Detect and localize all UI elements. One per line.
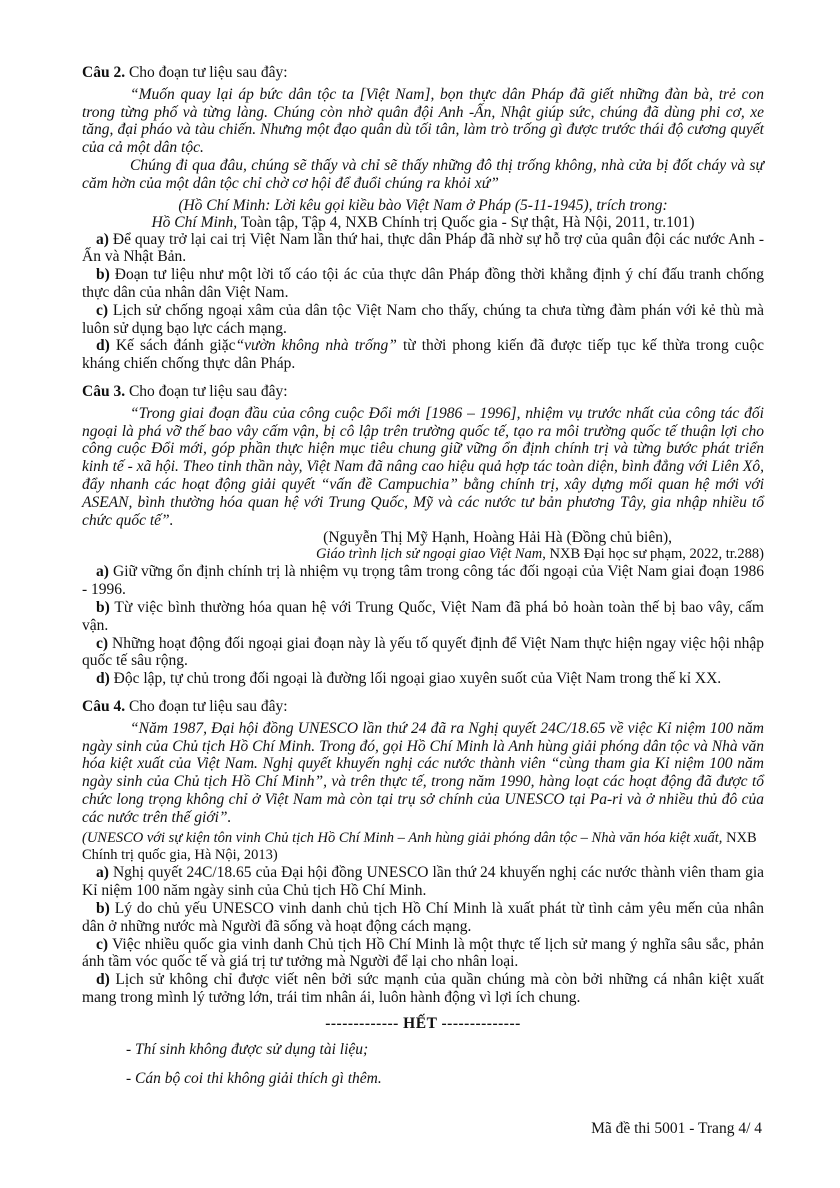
statement-a-text: Giữ vững ổn định chính trị là nhiệm vụ trọng tâm trong công tác đối ngoại của Việt Nam giai đoạn 1986 - 1996. [82,563,764,599]
statement-d-text: Độc lập, tự chủ trong đối ngoại là đường lối ngoại giao xuyên suốt của Việt Nam trong thế kỉ XX. [113,670,722,688]
question-4-quote: “Năm 1987, Đại hội đồng UNESCO lần thứ 24 đã ra Nghị quyết 24C/18.65 về việc Kỉ niệm 100 năm ngày sinh của Chủ tịch Hồ Chí Minh. Trong đó, gọi Hồ Chí Minh là Anh hùng giải phóng dân tộc và Nhà văn hóa kiệt xuất của Việt Nam. Nghị quyết khuyến nghị các nước thành viên “cùng tham gia Kỉ niệm 100 năm ngày sinh của Chủ tịch Hồ Chí Minh”, và trên thực tế, trong năm 1990, hàng loạt các hoạt động đã được tổ chức long trọng không chỉ ở Việt Nam mà còn tại trụ sở chính của UNESCO tại Pa-ri và ở nhiều thủ đô của các nước trên thế giới”. [82,719,764,826]
question-3-source-title: Giáo trình lịch sử ngoại giao Việt Nam [315,546,543,563]
statement-c-label: c) [96,634,109,652]
question-2-statement-c [82,302,764,338]
question-4-source [82,830,764,864]
question-4-statement-d [82,971,764,1007]
statement-c-label: c) [96,301,109,319]
end-marker: ------------- HẾT -------------- [325,1014,521,1032]
question-2-source-line2 [82,214,764,231]
question-2-source-details: Toàn tập, Tập 4, NXB Chính trị Quốc gia - Sự thật, Hà Nội, 2011, tr.101) [237,213,695,231]
statement-d-text-pre: Kế sách đánh giặc [115,337,236,355]
statement-b-text: Từ việc bình thường hóa quan hệ với Trung Quốc, Việt Nam đã phá bỏ hoàn toàn thế bị bao vây, cấm vận. [82,598,764,634]
question-3-source-details: , NXB Đại học sư phạm, 2022, tr.288) [542,546,764,563]
statement-a-label: a) [96,563,109,581]
statement-b-label: b) [96,598,110,616]
question-4-intro: Cho đoạn tư liệu sau đây: [128,697,288,715]
statement-d-text-post: từ thời phong kiến đã được tiếp tục kế thừa trong cuộc kháng chiến chống thực dân Pháp. [82,337,765,373]
statement-b-text: Đoạn tư liệu như một lời tố cáo tội ác của thực dân Pháp đồng thời khẳng định ý chí đấu tranh chống thực dân của nhân dân Việt Nam. [82,266,764,301]
statement-b-text: Lý do chủ yếu UNESCO vinh danh chủ tịch Hồ Chí Minh là xuất phát từ tình cảm yêu mến của nhân dân ở những nước mà Người đã sống và hoạt động cách mạng. [82,900,764,935]
statement-b-label: b) [96,266,110,284]
statement-c-text: Lịch sử chống ngoại xâm của dân tộc Việt Nam cho thấy, chúng ta chưa từng đàm phán với kẻ thù mà luôn sử dụng bạo lực cách mạng. [82,301,765,337]
question-3-label: Câu 3. [82,382,126,400]
question-3-heading [82,383,764,401]
question-3-source-line2 [82,546,764,563]
question-3-statement-b [82,599,764,635]
statement-b-label: b) [96,900,110,918]
statement-c-label: c) [96,935,109,953]
question-2-source-author: Hồ Chí Minh, [151,213,238,231]
exam-note-1: - Thí sinh không được sử dụng tài liệu; [126,1040,369,1058]
question-3-statement-c [82,635,764,671]
question-2-heading [82,64,764,82]
statement-d-label: d) [96,337,110,355]
question-4-heading [82,698,764,716]
question-4-source-title: (UNESCO với sự kiện tôn vinh Chủ tịch Hồ Chí Minh – Anh hùng giải phóng dân tộc – Nhà văn hóa kiệt xuất, [82,830,723,847]
statement-d-label: d) [96,670,110,688]
statement-a-text: Để quay trở lại cai trị Việt Nam lần thứ hai, thực dân Pháp đã nhờ sự hỗ trợ của quân đội các nước Anh - Ấn và Nhật Bản. [82,230,764,266]
exam-content [82,64,764,1100]
question-3-statement-a [82,563,764,599]
statement-a-label: a) [96,864,109,882]
exam-code-page-number: Mã đề thi 5001 - Trang 4/ 4 [591,1120,762,1137]
question-2-intro: Cho đoạn tư liệu sau đây: [128,64,288,81]
exam-note-2: - Cán bộ coi thi không giải thích gì thêm. [126,1070,382,1088]
question-4-statement-a [82,864,764,900]
question-2-statement-a [82,231,764,267]
statement-c-text: Những hoạt động đối ngoại giai đoạn này là yếu tố quyết định để Việt Nam thực hiện ngay việc hội nhập quốc tế sâu rộng. [82,634,765,670]
question-2-statement-b [82,266,764,302]
statement-c-text: Việc nhiều quốc gia vinh danh Chủ tịch Hồ Chí Minh là một thực tế lịch sử mang ý nghĩa sâu sắc, phản ánh tầm vóc quốc tế và giá trị tư tưởng mà Người để lại cho nhân loại. [82,935,764,971]
question-3-statement-d [82,670,764,688]
statement-a-text: Nghị quyết 24C/18.65 của Đại hội đồng UNESCO lần thứ 24 khuyến nghị các nước thành viên tham gia Kỉ niệm 100 năm ngày sinh của Chủ tịch Hồ Chí Minh. [82,864,765,900]
question-3-quote: “Trong giai đoạn đầu của công cuộc Đổi mới [1986 – 1996], nhiệm vụ trước nhất của công tác đối ngoại là phá vỡ thế bao vây cấm vận, bị cô lập trên trường quốc tế, tạo ra môi trường quốc tế thuận lợi cho công cuộc Đổi mới, góp phần thực hiện mục tiêu chung giữ vững ổn định chính trị và từng bước phát triển kinh tế - xã hội. Theo tinh thần này, Việt Nam đã nâng cao hiệu quả hợp tác toàn diện, bình đẳng với Liên Xô, đẩy nhanh các hoạt động giải quyết “vấn đề Campuchia” bằng chính trị, xây dựng mối quan hệ mới với ASEAN, bình thường hóa quan hệ với Trung Quốc, Mỹ và các nước tư bản phương Tây, gia nhập nhiều tổ chức quốc tế”. [82,404,764,529]
question-2-label: Câu 2. [82,64,126,81]
question-2-statement-d [82,337,764,373]
question-3-source-line1: (Nguyễn Thị Mỹ Hạnh, Hoàng Hải Hà (Đồng chủ biên), [323,529,672,547]
question-4-label: Câu 4. [82,697,126,715]
question-3 [82,383,764,688]
question-4 [82,698,764,1007]
statement-d-text-italic: “vườn không nhà trống” [235,337,397,355]
question-2-quote-p1: “Muốn quay lại áp bức dân tộc ta [Việt Nam], bọn thực dân Pháp đã giết những đàn bà, trẻ con trong từng phố và từng làng. Chúng còn nhờ quân đội Anh -Ấn, Nhật giúp sức, chúng đã dùng phi cơ, xe tăng, đại pháo và tàu chiến. Nhưng một đạo quân dù tối tân, làm trò trống gì được trước thái độ cương quyết của cả một dân tộc. [82,85,764,157]
question-2-quote-p2: Chúng đi qua đâu, chúng sẽ thấy và chỉ sẽ thấy những đô thị trống không, nhà cửa bị đốt cháy và sự căm hờn của một dân tộc chỉ chờ cơ hội để đuổi chúng ra khỏi xứ” [82,156,764,192]
question-2 [82,64,764,373]
question-4-statement-c [82,936,764,972]
question-3-intro: Cho đoạn tư liệu sau đây: [128,382,288,400]
question-4-statement-b [82,900,764,936]
statement-d-label: d) [96,971,110,989]
question-2-source-line1: (Hồ Chí Minh: Lời kêu gọi kiều bào Việt Nam ở Pháp (5-11-1945), trích trong: [178,196,668,214]
statement-d-text: Lịch sử không chỉ được viết nên bởi sức mạnh của quần chúng mà còn bởi những cá nhân kiệt xuất mang trong mình lý tưởng lớn, trái tim nhân ái, luôn hành động vì lợi ích chung. [82,971,765,1007]
question-4-source-details: NXB Chính trị quốc gia, Hà Nội, 2013) [82,830,757,864]
statement-a-label: a) [96,230,109,248]
